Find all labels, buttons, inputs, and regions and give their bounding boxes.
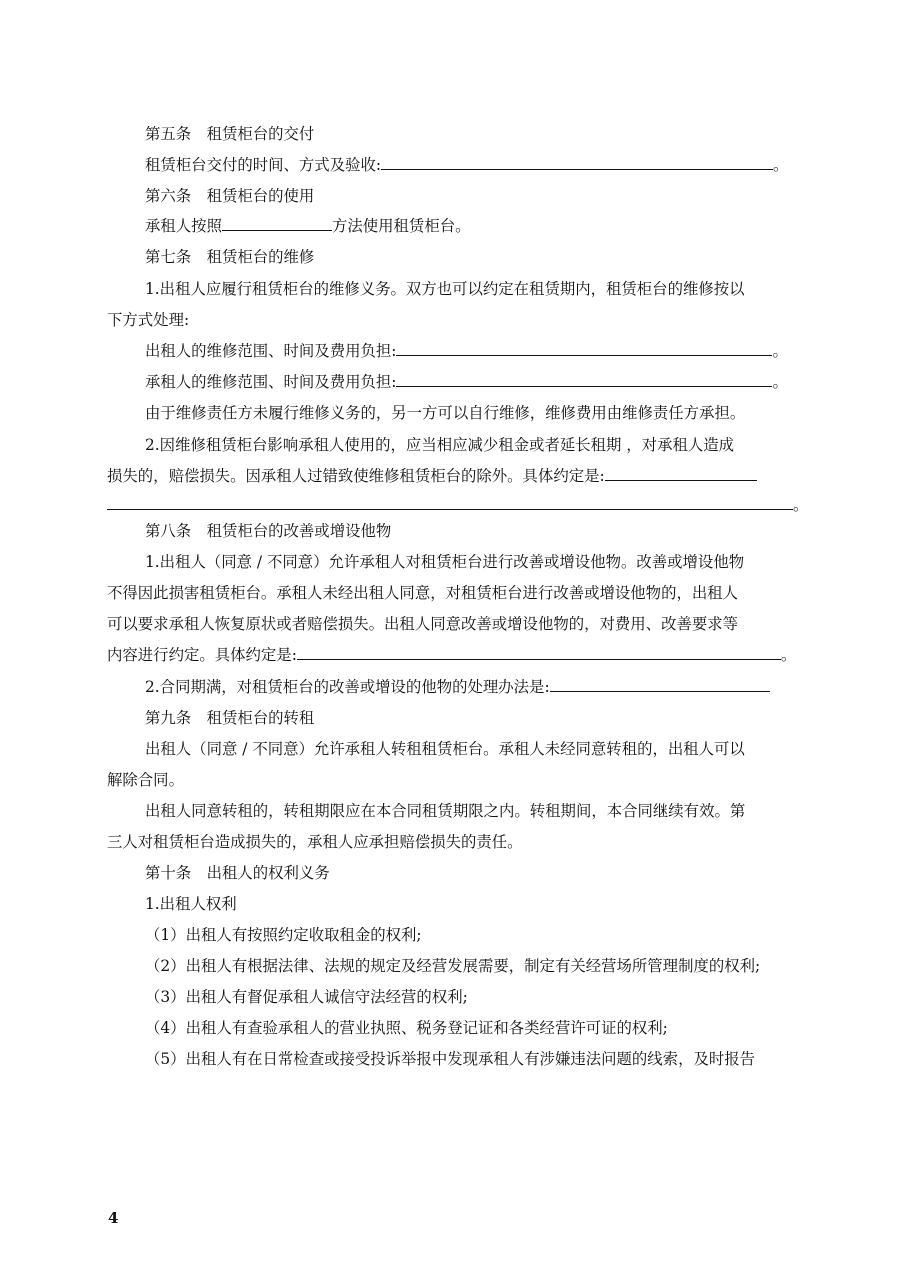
line-text: 1.出租人应履行租赁柜台的维修义务。双方也可以约定在租赁期内，租赁柜台的维修按以 bbox=[145, 280, 745, 298]
line-text: （3）出租人有督促承租人诚信守法经营的权利; bbox=[145, 988, 468, 1006]
line-text: 1.出租人（同意 / 不同意）允许承租人对租赁柜台进行改善或增设他物。改善或增设他物 bbox=[145, 553, 745, 571]
blank-underline bbox=[605, 465, 757, 481]
line-text: 出租人的维修范围、时间及费用负担: bbox=[145, 342, 397, 360]
line-text: （1）出租人有按照约定收取租金的权利; bbox=[145, 926, 422, 944]
blank-underline bbox=[297, 644, 781, 660]
period-mark: 。 bbox=[773, 156, 789, 174]
paragraph-line bbox=[107, 582, 807, 604]
blank-underline bbox=[550, 676, 770, 692]
line-text: 承租人的维修范围、时间及费用负担: bbox=[145, 373, 397, 391]
paragraph-line bbox=[107, 831, 807, 853]
line-text: （4）出租人有查验承租人的营业执照、税务登记证和各类经营许可证的权利; bbox=[145, 1019, 668, 1037]
list-item bbox=[145, 924, 807, 946]
line-text: （2）出租人有根据法律、法规的规定及经营发展需要，制定有关经营场所管理制度的权利; bbox=[145, 957, 761, 975]
blank-underline bbox=[381, 154, 773, 170]
heading-text: 1.出租人权利 bbox=[145, 895, 237, 913]
line-text: 2.因维修租赁柜台影响承租人使用的，应当相应减少租金或者延长租期 ，对承租人造成 bbox=[145, 436, 735, 454]
line-text: 解除合同。 bbox=[107, 771, 184, 789]
article-6-heading bbox=[145, 185, 807, 207]
line-text: 租赁柜台交付的时间、方式及验收: bbox=[145, 156, 382, 174]
delivery-terms-line bbox=[145, 154, 807, 176]
heading-text: 第七条 租赁柜台的维修 bbox=[145, 248, 315, 266]
page-number: 4 bbox=[108, 1209, 119, 1227]
line-text: 出租人（同意 / 不同意）允许承租人转租租赁柜台。承租人未经同意转租的，出租人可以 bbox=[145, 740, 745, 758]
lessor-repair-line bbox=[145, 340, 807, 362]
usage-method-line bbox=[145, 215, 807, 237]
line-text: 出租人同意转租的，转租期限应在本合同租赁期限之内。转租期间，本合同继续有效。第 bbox=[145, 802, 746, 820]
line-text: 可以要求承租人恢复原状或者赔偿损失。出租人同意改善或增设他物的，对费用、改善要求等 bbox=[107, 615, 739, 633]
line-text: 内容进行约定。具体约定是: bbox=[107, 646, 297, 664]
list-item bbox=[145, 955, 807, 977]
line-text: 三人对租赁柜台造成损失的，承租人应承担赔偿损失的责任。 bbox=[107, 833, 523, 851]
blank-underline bbox=[396, 340, 772, 356]
lessee-repair-line bbox=[145, 371, 807, 393]
blank-underline bbox=[222, 215, 332, 231]
paragraph-line bbox=[145, 278, 807, 300]
blank-underline bbox=[107, 494, 793, 510]
line-text: 承租人按照 bbox=[145, 217, 222, 235]
line-text: 方法使用租赁柜台。 bbox=[331, 217, 471, 235]
article-8-heading bbox=[145, 520, 807, 542]
line-text: 不得因此损害租赁柜台。承租人未经出租人同意，对租赁柜台进行改善或增设他物的，出租人 bbox=[107, 584, 739, 602]
line-text: 损失的，赔偿损失。因承租人过错致使维修租赁柜台的除外。具体约定是: bbox=[107, 467, 605, 485]
line-text: 2.合同期满，对租赁柜台的改善或增设的他物的处理办法是: bbox=[145, 678, 550, 696]
paragraph-line bbox=[107, 769, 807, 791]
paragraph-line bbox=[107, 309, 807, 331]
list-item bbox=[145, 1048, 807, 1070]
heading-text: 第五条 租赁柜台的交付 bbox=[145, 125, 315, 143]
article-9-heading bbox=[145, 707, 807, 729]
heading-text: 第八条 租赁柜台的改善或增设他物 bbox=[145, 522, 392, 540]
period-mark: 。 bbox=[793, 496, 809, 514]
period-mark: 。 bbox=[780, 646, 797, 664]
blank-line bbox=[107, 494, 807, 516]
expiry-handling-line bbox=[145, 676, 807, 698]
heading-text: 第十条 出租人的权利义务 bbox=[145, 864, 330, 882]
paragraph-line bbox=[107, 613, 807, 635]
article-10-heading bbox=[145, 862, 807, 884]
heading-text: 第六条 租赁柜台的使用 bbox=[145, 187, 315, 205]
paragraph-line bbox=[145, 738, 807, 760]
paragraph-line bbox=[145, 402, 807, 424]
article-7-heading bbox=[145, 246, 807, 268]
line-text: 由于维修责任方未履行维修义务的，另一方可以自行维修，维修费用由维修责任方承担。 bbox=[145, 404, 746, 422]
paragraph-line bbox=[145, 800, 807, 822]
line-text: （5）出租人有在日常检查或接受投诉举报中发现承租人有涉嫌违法问题的线索，及时报告 bbox=[145, 1050, 756, 1068]
heading-text: 第九条 租赁柜台的转租 bbox=[145, 709, 315, 727]
line-text: 下方式处理: bbox=[107, 311, 190, 329]
list-item bbox=[145, 986, 807, 1008]
paragraph-line bbox=[145, 551, 807, 573]
improvement-agreement-line bbox=[107, 644, 807, 666]
list-item bbox=[145, 1017, 807, 1039]
period-mark: 。 bbox=[772, 342, 788, 360]
paragraph-line bbox=[145, 434, 807, 456]
article-5-heading bbox=[145, 123, 807, 145]
subsection-heading bbox=[145, 893, 807, 915]
period-mark: 。 bbox=[772, 373, 788, 391]
blank-underline bbox=[396, 371, 772, 387]
agreement-line bbox=[107, 465, 807, 487]
